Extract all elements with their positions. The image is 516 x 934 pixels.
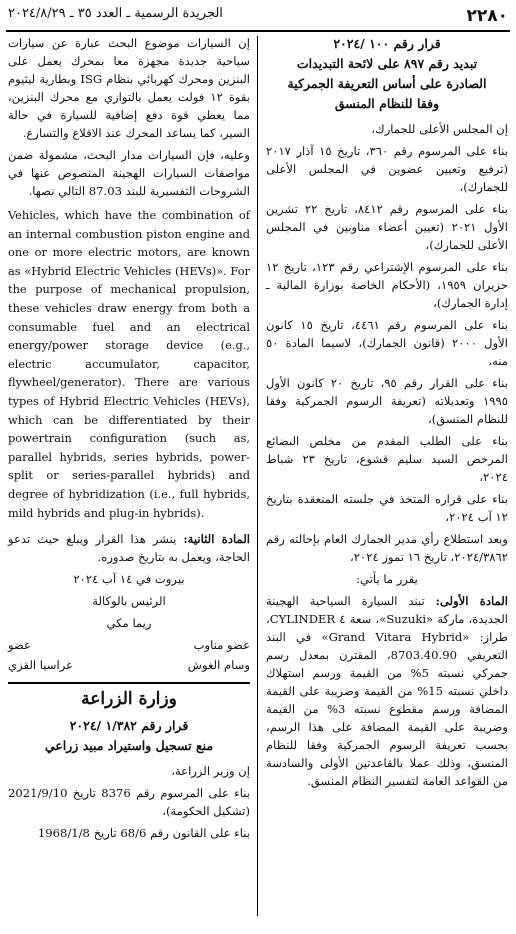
article-2-label: المادة الثانية: (183, 532, 250, 547)
decision-subject-line-2: الصادرة على أساس التعريفة الجمركية (287, 76, 487, 91)
body-paragraph: وعليه، فإن السيارات مدار البحث، مشمولة ضمن مواصفات السيارات الهجينة المنصوص عنها في الشروحات التفسيرية للبند 87.03 التالي نصها. (8, 148, 250, 198)
whereas-paragraph: بناء على المرسوم رقم 8376 تاريخ 2021/9/10 (تشكيل الحكومة)، (8, 786, 250, 819)
signature-titles (8, 636, 250, 654)
member-left-name: غراسيا القزي (8, 658, 73, 673)
whereas-paragraph: بناء على القانون رقم 68/6 تاريخ 1968/1/8 (37, 826, 250, 841)
intro-paragraph: إن المجلس الأعلى للجمارك، (371, 122, 508, 136)
header-divider (6, 30, 510, 32)
article-2-text: ينشر هذا القرار ويبلغ حيث تدعو الحاجة، ويعمل به بتاريخ صدوره. (8, 532, 250, 565)
article-1-label: المادة الأولى: (435, 594, 508, 608)
article-1 (266, 592, 508, 790)
right-column (266, 34, 508, 794)
decision-title (266, 34, 508, 114)
president-name: ريما مكي (106, 616, 152, 631)
article-2 (8, 530, 250, 566)
decision-subject-line-1: تبديد رقم ٨٩٧ على لائحة التبديدات (296, 56, 478, 71)
whereas-paragraph: بناء على المرسوم رقم ٨٤١٢، تاريخ ٢٢ تشرين الأول ٢٠٢١ (تعيين أعضاء مناوبين في المجلس الأعلى للجمارك)، (266, 202, 508, 252)
ministry-heading: وزارة الزراعة (81, 689, 177, 710)
member-right-name: وسام الغوش (187, 658, 250, 673)
section-divider (8, 682, 250, 684)
gazette-title: الجريدة الرسمية ـ العدد ٣٥ ـ ٢٠٢٤/٨/٢٩ (8, 6, 223, 21)
page-header (0, 0, 516, 30)
column-divider (257, 36, 258, 916)
member-right-title: عضو مناوب (193, 638, 250, 653)
page-number: ٢٢٨٠ (466, 6, 508, 26)
whereas-paragraph: بناء على المرسوم الإشتراعي رقم ١٢٣، تاريخ ١٢ حزيران ١٩٥٩، (الأحكام الخاصة بوزارة المالية ـ إدارة الجمارك)، (266, 260, 508, 310)
left-column (8, 34, 250, 846)
decision-2-number: قرار رقم ١/٣٨٢ /٢٠٢٤ (69, 718, 189, 734)
decision-2-title (8, 716, 250, 756)
article-1-text: تبند السيارة السياحية الهجينة الجديدة، ماركة «Suzuki»، سعة ٤ CYLINDER، طراز: «Grand Vitara Hybrid» في البند التعريفي 8703.40.90، المقترن بمعدل رسم جمركي نسبته 5% من القيمة ورسم استهلاك داخلي نسبته 15% من القيمة وضريبة على القيمة المضافة ورسم مقطوع نسبته 3% من القيمة وضريبة على القيمة المضافة على هذا الرسم، بحسب تعريفة الرسوم الجمركية وفقا للنظام المنسق، وذلك عملا بالقاعدتين الأولى والسادسة من القواعد العامة لتفسير النظام المنسق. (266, 594, 509, 788)
decides-line: يقرر ما يأتي: (356, 572, 418, 586)
signature-names (8, 656, 250, 674)
intro-paragraph-2: إن وزير الزراعة، (171, 764, 250, 779)
whereas-paragraph: بناء على المرسوم رقم ٣٦٠، تاريخ ١٥ آذار ٢٠١٧ (ترفيع وتعيين عضوين في المجلس الأعلى للجمارك)، (266, 144, 508, 194)
member-left-title: عضو (8, 638, 31, 653)
whereas-paragraph: وبعد استطلاع رأي مدير الجمارك العام بإحالته رقم ٢٠٢٤/٣٨٦٢، تاريخ ١٦ تموز ٢٠٢٤، (266, 532, 508, 564)
decision-subject-line-3: وفقا للنظام المنسق (334, 96, 440, 111)
body-paragraph: إن السيارات موضوع البحث عبارة عن سيارات سياحية جديدة مجهزة معا بمحرك يعمل على البنزين ومحرك كهربائي بنظام ISG وبطارية ليثيوم بقوة ١٢ فولت يعمل بالتوازي مع محرك البنزين، مما يعطي قوة دفع إضافية للسيارة في حالة السير، كما يساعد المحرك عند الاقلاع والتسارع. (8, 36, 250, 140)
decision-number: قرار رقم ١٠٠ /٢٠٢٤ (333, 36, 441, 51)
place-date: بيروت في ١٤ آب ٢٠٢٤ (73, 572, 185, 587)
whereas-paragraph: بناء على الطلب المقدم من مخلص البضائع المرخص السيد سليم قشوع، تاريخ ٢٣ شباط ٢٠٢٤، (266, 434, 508, 484)
whereas-paragraph: بناء على المرسوم رقم ٤٤٦١، تاريخ ١٥ كانون الأول ٢٠٠٠ (قانون الجمارك)، لاسيما المادة ٥٠ منه، (266, 318, 509, 368)
whereas-paragraph: بناء على القرار رقم ٩٥، تاريخ ٢٠ كانون الأول ١٩٩٥ وتعديلاته (تعريفة الرسوم الجمركية وفقا للنظام المنسق)، (266, 376, 509, 426)
president-title: الرئيس بالوكالة (92, 594, 166, 609)
whereas-paragraph: بناء على قراره المتخذ في جلسته المنعقدة بتاريخ ١٢ آب ٢٠٢٤، (266, 492, 508, 524)
english-quote: Vehicles, which have the combination of an internal combustion piston engine and one or more electric motors, are known as «Hybrid Electric Vehicles (HEVs)». For the purpose of mechanical propulsion, these vehicles draw energy from both a consumable fuel and an electrical energy/power storage device (e.g., electric accumulator, capacitor, flywheel/generator). There are various types of Hybrid Electric Vehicles (HEVs), which can be differentiated by their powertrain configuration (such as, parallel hybrids, series hybrids, power-split or series-parallel hybrids) and degree of hybridization (i.e., full hybrids, mild hybrids and plug-in hybrids). (8, 208, 250, 520)
decision-2-subject: منع تسجيل واستيراد مبيد زراعي (44, 738, 214, 754)
